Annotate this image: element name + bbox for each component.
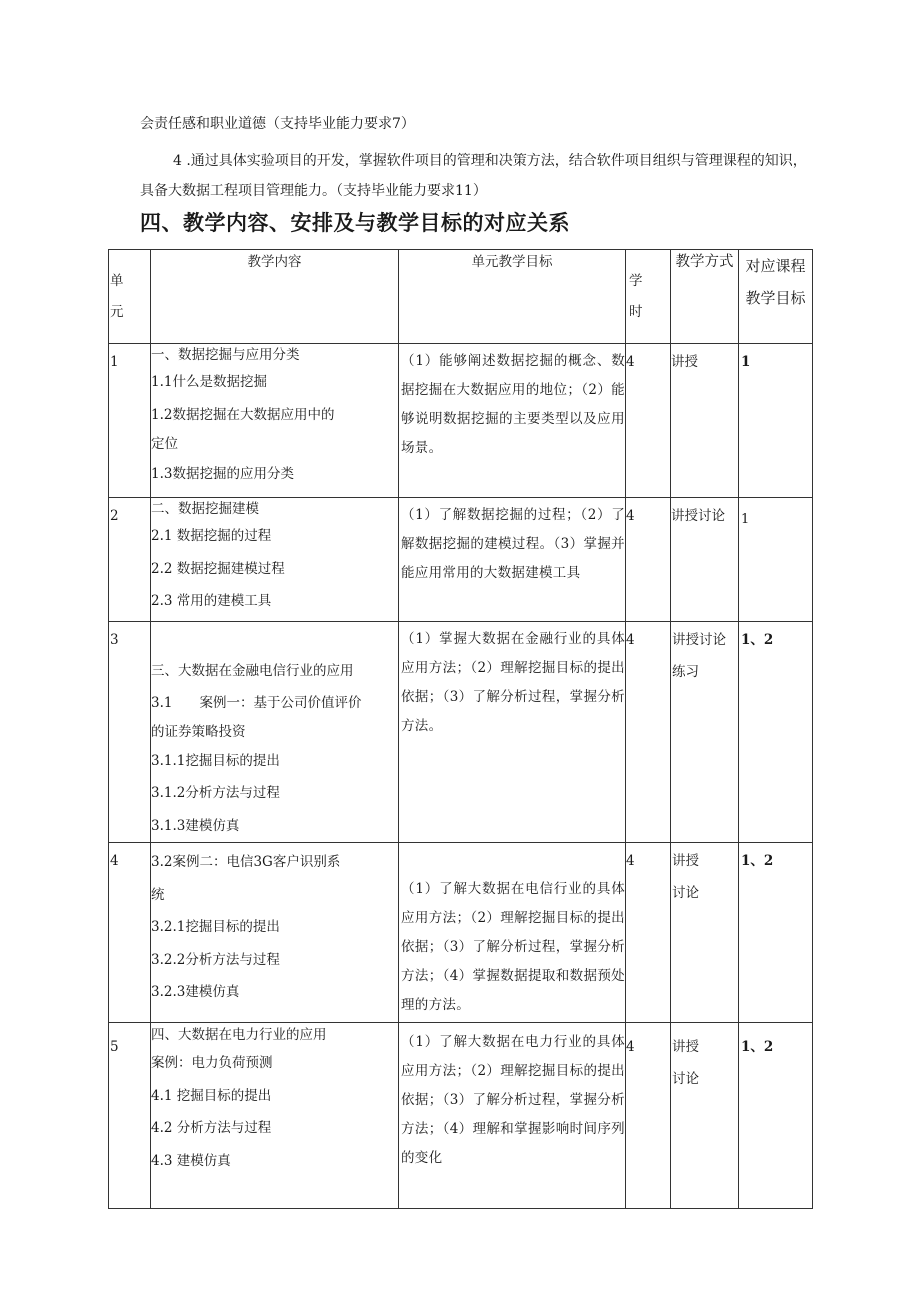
content-line: 2.1 数据挖掘的过程 — [151, 528, 272, 544]
goals-cell — [399, 622, 626, 843]
table-row — [109, 843, 813, 1023]
hours-value: 4 — [626, 632, 635, 648]
content-line: 3.1.3建模仿真 — [151, 817, 240, 834]
hours-value: 4 — [626, 1039, 635, 1055]
content-line: 3.1 案例一：基于公司价值评价 — [151, 695, 362, 711]
method-value: 讲授讨论 — [672, 632, 726, 648]
content-line: 4.1 挖掘目标的提出 — [151, 1087, 272, 1104]
objective-value: 1 — [741, 512, 750, 527]
content-spacer — [151, 622, 398, 655]
goals-cell — [399, 344, 626, 498]
content-line: 3.2.2分析方法与过程 — [151, 951, 280, 968]
header-method: 教学方式 — [671, 250, 739, 344]
hours-value: 4 — [626, 508, 635, 524]
content-line: 2.2 数据挖掘建模过程 — [151, 560, 285, 577]
header-unit — [109, 250, 151, 344]
method-value: 练习 — [672, 664, 699, 680]
hours-value: 4 — [626, 853, 635, 869]
content-line: 4.2 分析方法与过程 — [151, 1120, 272, 1136]
header-content: 教学内容 — [151, 250, 399, 344]
header-objective — [739, 250, 813, 344]
content-line: 3.2.1挖掘目标的提出 — [151, 919, 280, 935]
content-line: 三、大数据在金融电信行业的应用 — [151, 662, 354, 679]
unit-number: 4 — [110, 853, 119, 869]
goals-cell — [399, 843, 626, 1023]
goals-cell — [399, 1023, 626, 1209]
content-cell — [151, 1023, 399, 1209]
header-objective-line-2: 教学目标 — [745, 289, 806, 307]
content-line: 4.3 建模仿真 — [151, 1152, 231, 1169]
content-line: 1.1什么是数据挖掘 — [151, 374, 267, 390]
hours-value: 4 — [626, 354, 635, 370]
method-value: 讲授讨论 — [671, 508, 725, 524]
unit-number: 1 — [110, 354, 119, 370]
method-value: 讲授 — [671, 354, 698, 370]
content-line: 一、数据挖掘与应用分类 — [151, 347, 300, 363]
objective-value: 1、2 — [741, 632, 774, 648]
goals-text: （1）掌握大数据在金融行业的具体应用方法；（2）理解挖掘目标的提出依据；（3）了解分析过程，掌握分析方法。 — [401, 631, 625, 734]
header-hours-char-2: 时 — [629, 303, 643, 320]
content-line: 的证券策略投资 — [151, 723, 246, 740]
method-value: 讲授 — [672, 1039, 699, 1055]
header-unit-char-1: 单 — [110, 272, 124, 289]
header-unit-char-2: 元 — [110, 303, 124, 320]
content-cell — [151, 622, 399, 843]
goals-text: （1）了解数据挖掘的过程；（2）了解数据挖掘的建模过程。（3）掌握并能应用常用的大数据建模工具 — [401, 507, 625, 581]
content-line: 3.1.2分析方法与过程 — [151, 785, 280, 801]
content-cell — [151, 843, 399, 1023]
objective-value: 1 — [741, 354, 751, 370]
teaching-content-table — [108, 249, 813, 1209]
goals-text: （1）了解大数据在电信行业的具体应用方法；（2）理解挖掘目标的提出依据；（3）了解分析过程，掌握分析方法；（4）掌握数据提取和数据预处理的方法。 — [401, 881, 625, 1013]
content-line: 3.2.3建模仿真 — [151, 984, 240, 1000]
content-line: 定位 — [151, 436, 178, 452]
table-row — [109, 622, 813, 843]
content-line: 3.2案例二：电信3G客户识别系 — [151, 854, 341, 870]
unit-number: 3 — [110, 632, 119, 648]
objective-value: 1、2 — [741, 853, 774, 869]
goals-text: （1）能够阐述数据挖掘的概念、数据挖掘在大数据应用的地位；（2）能够说明数据挖掘的主要类型以及应用场景。 — [401, 353, 625, 456]
content-cell — [151, 498, 399, 622]
intro-paragraph-2: 4 .通过具体实验项目的开发，掌握软件项目的管理和决策方法，结合软件项目组织与管理课程的知识，具备大数据工程项目管理能力。（支持毕业能力要求11） — [140, 153, 807, 199]
content-line: 3.1.1挖掘目标的提出 — [151, 752, 280, 769]
method-value: 讨论 — [672, 1071, 699, 1087]
content-line: 四、大数据在电力行业的应用 — [151, 1027, 327, 1043]
content-line: 案例：电力负荷预测 — [151, 1055, 273, 1071]
header-hours-char-1: 学 — [629, 272, 643, 289]
goals-cell — [399, 498, 626, 622]
table-header-row — [109, 250, 813, 344]
header-objective-line-1: 对应课程 — [745, 257, 806, 275]
method-value: 讲授 — [672, 853, 699, 869]
content-line: 1.2数据挖掘在大数据应用中的 — [151, 406, 335, 423]
unit-number: 5 — [110, 1039, 119, 1055]
content-cell — [151, 344, 399, 498]
intro-line-1: 会责任感和职业道德（支持毕业能力要求7） — [140, 116, 415, 132]
method-value: 讨论 — [672, 885, 699, 901]
header-hours — [626, 250, 671, 344]
table-row — [109, 498, 813, 622]
content-line: 统 — [151, 886, 165, 903]
content-line: 1.3数据挖掘的应用分类 — [151, 466, 294, 482]
table-row — [109, 1023, 813, 1209]
content-line: 二、数据挖掘建模 — [151, 501, 259, 517]
header-goals: 单元教学目标 — [399, 250, 626, 344]
section-heading: 四、教学内容、安排及与教学目标的对应关系 — [140, 211, 570, 235]
goals-text: （1）了解大数据在电力行业的具体应用方法；（2）理解挖掘目标的提出依据；（3）了解分析过程，掌握分析方法；（4）理解和掌握影响时间序列的变化 — [401, 1034, 625, 1166]
objective-value: 1、2 — [741, 1039, 774, 1055]
unit-number: 2 — [110, 508, 119, 524]
content-line: 2.3 常用的建模工具 — [151, 593, 272, 609]
table-row — [109, 344, 813, 498]
